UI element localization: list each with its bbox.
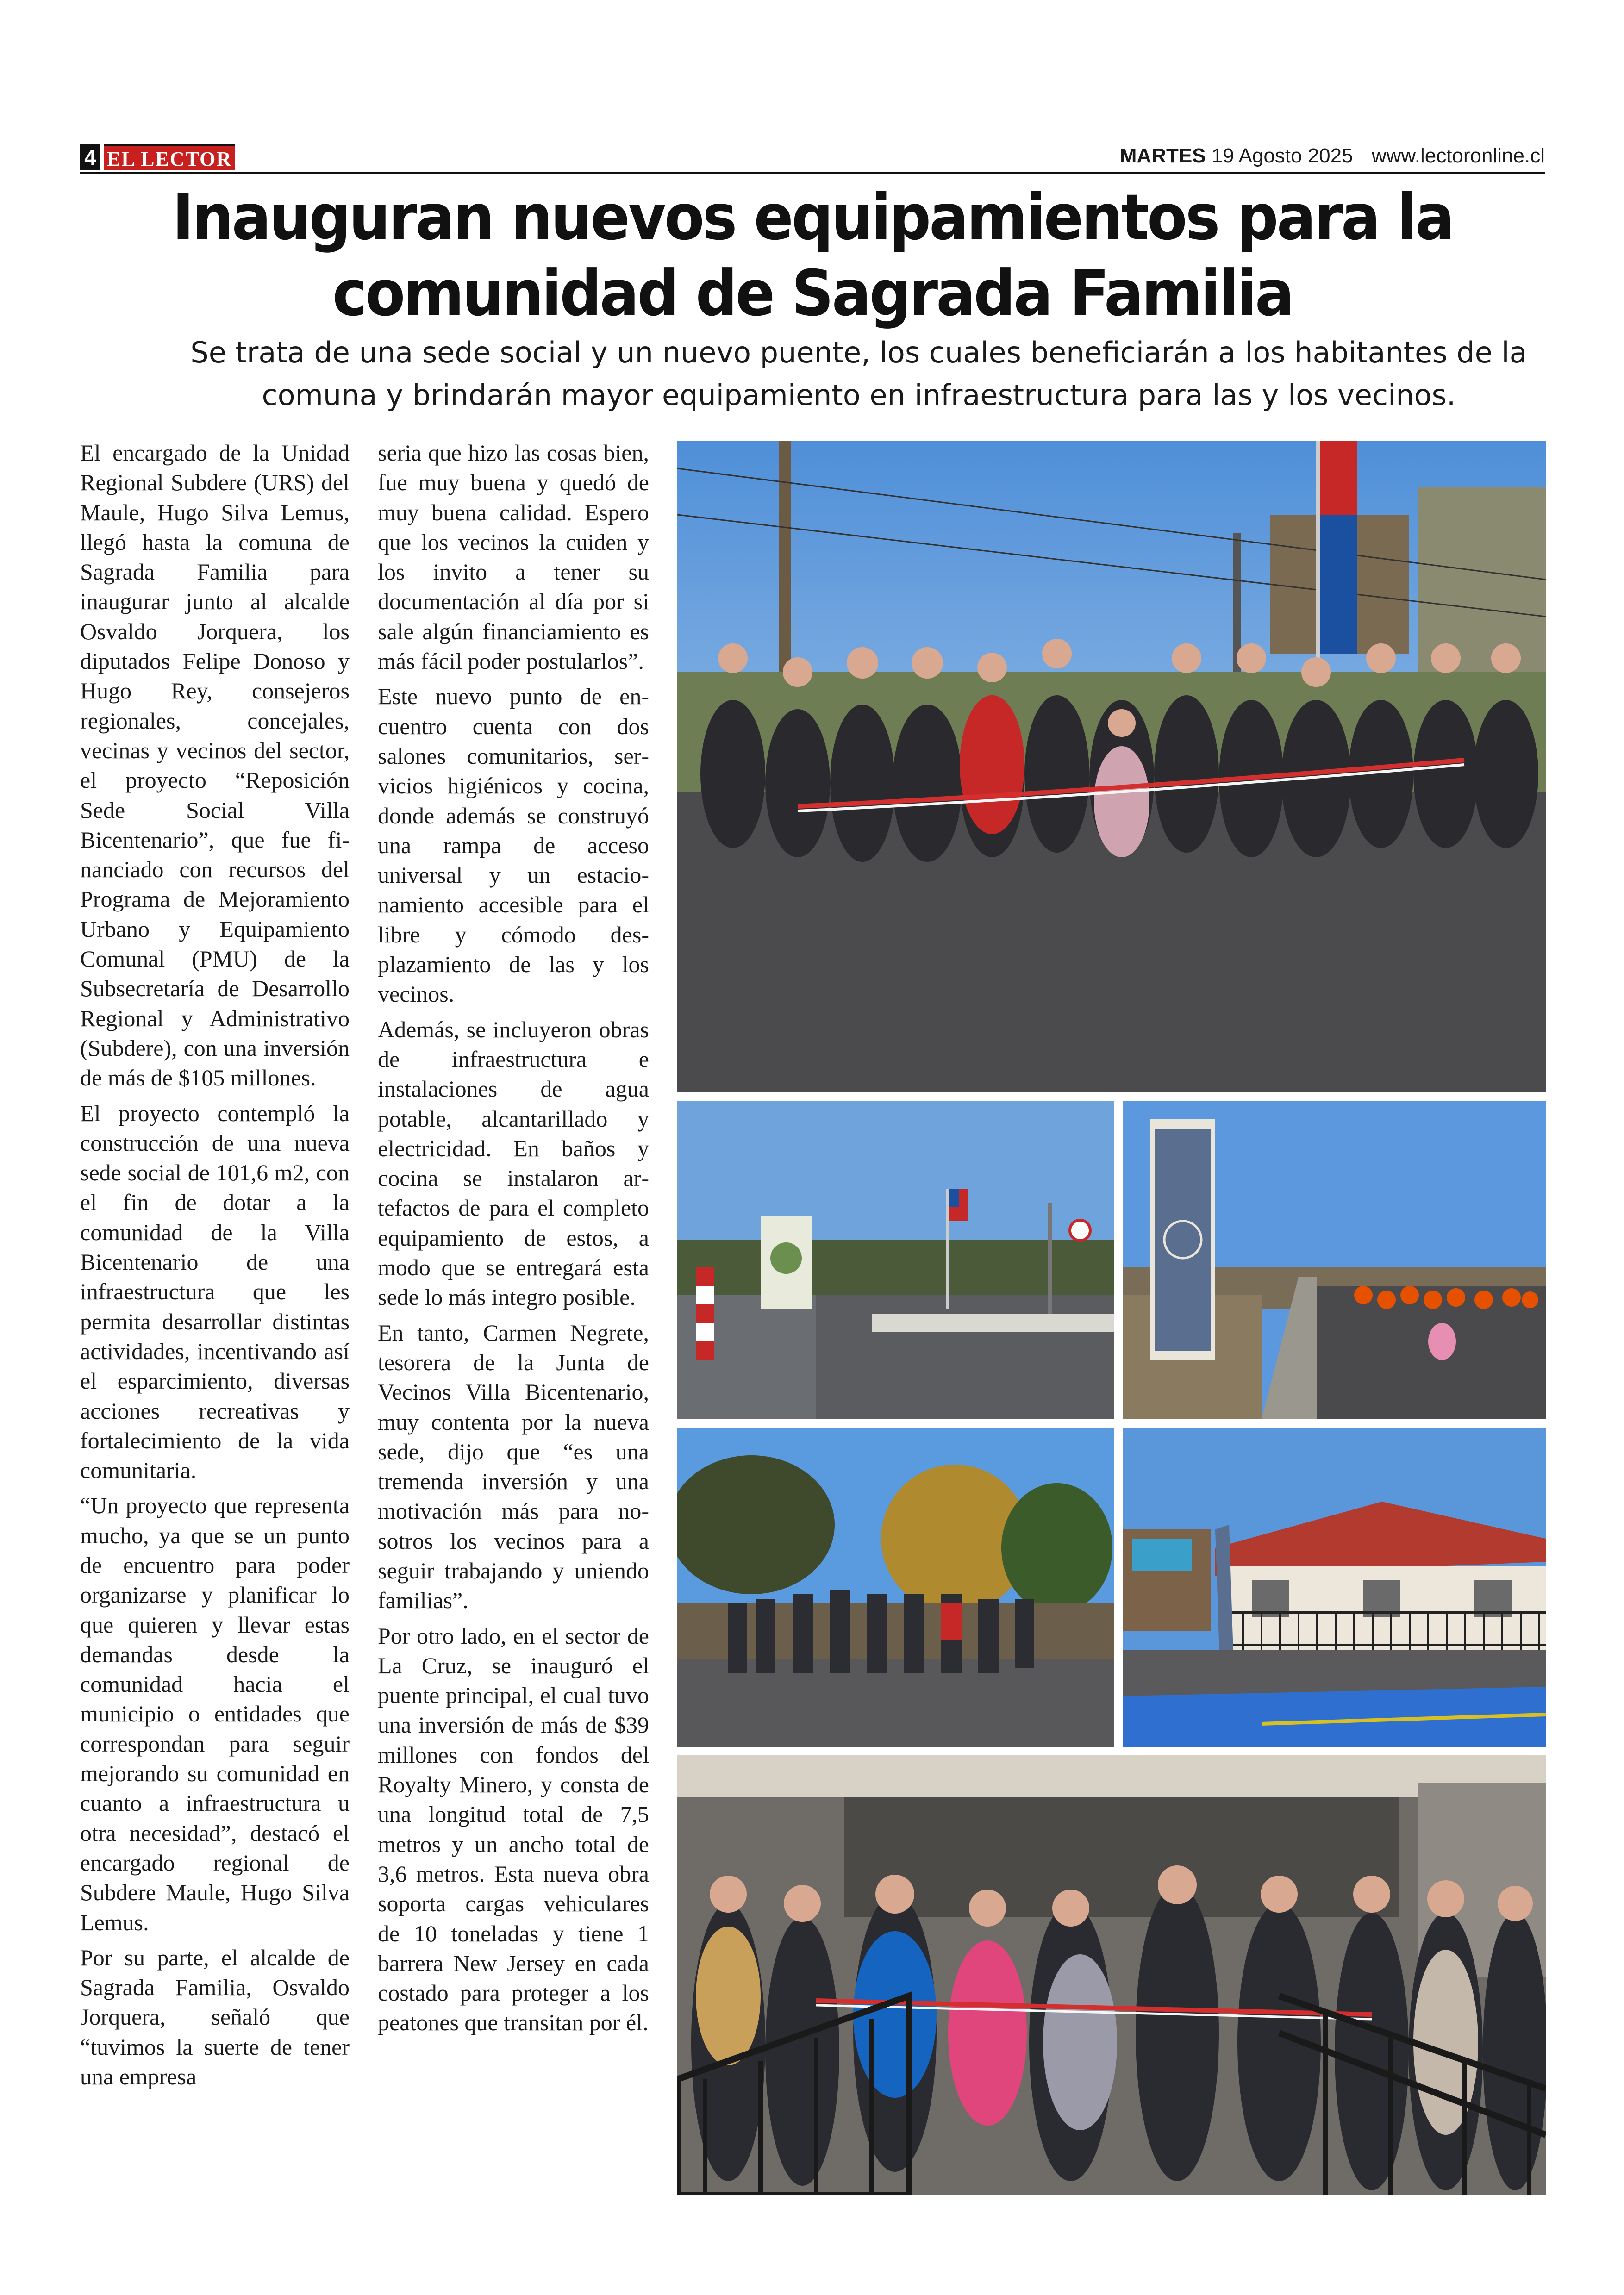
paragraph: Por su parte, el alcalde de Sagrada Familia, Osvaldo Jorquera, señaló que “tuvimos la suerte de tener una empresa bbox=[80, 1944, 350, 2090]
article-subheadline: Se trata de una sede social y un nuevo puente, los cuales beneficiarán a los habitantes de la comuna y brindarán mayor equipamiento en infraestructura para las y los vecinos. bbox=[190, 336, 1527, 412]
photo-new-bridge bbox=[677, 1101, 1114, 1419]
header-rule bbox=[80, 172, 1545, 174]
header-info bbox=[1120, 142, 1545, 170]
photo-ribbon-cutting-entrance bbox=[677, 1755, 1546, 2195]
header-day: MARTES bbox=[1119, 144, 1206, 167]
header-date: 19 Agosto 2025 bbox=[1211, 144, 1353, 167]
paragraph: Además, se incluyeron obras de infraestructura e instalaciones de agua potable, alcantarillado y electricidad. En baños y cocina se instalaron artefactos de para el completo equipamiento de estos, a modo que se entregará esta sede lo más integro posible. bbox=[378, 1016, 649, 1310]
photo-banner-and-children bbox=[1123, 1101, 1546, 1419]
paragraph: Este nuevo punto de encuentro cuenta con dos salones comunitarios, servicios higiénicos y cocina, donde además se construyó una rampa de acceso universal y un estacionamiento accesible para el libre y cómodo desplazamiento de las y los vecinos. bbox=[378, 683, 649, 1007]
article-column-1 bbox=[80, 438, 350, 2097]
paragraph: El encargado de la Unidad Regional Subdere (URS) del Maule, Hugo Silva Lemus, llegó hasta la comuna de Sagrada Familia para inaugurar junto al alcalde Osvaldo Jorquera, los diputados Felipe Donoso y Hugo Rey, consejeros regionales, concejales, vecinas y vecinos del sector, el proyecto “Reposición Sede Social Villa Bicentenario”, que fue financiado con recursos del Programa de Mejoramiento Urbano y Equipamiento Comunal (PMU) de la Subsecretaría de Desarrollo Regional y Administrativo (Subdere), con una inversión de más de $105 millones. bbox=[80, 440, 350, 1091]
photo-community-center bbox=[1123, 1428, 1546, 1747]
paragraph: seria que hizo las cosas bien, fue muy buena y quedó de muy buena calidad. Espero que los vecinos la cuiden y los invito a tener su documentación al día por si sale algún financiamiento es más fácil poder postularlos”. bbox=[378, 440, 649, 674]
paragraph: “Un proyecto que representa mucho, ya que se un punto de encuentro para poder organizarse y planificar lo que quieren y llevar estas demandas desde la comunidad hacia el municipio o entidades que correspondan para seguir mejorando su comunidad en cuanto a infraestructura u otra necesidad”, destacó el encargado regional de Subdere Maule, Hugo Silva Lemus. bbox=[80, 1492, 350, 1935]
article-column-2 bbox=[378, 438, 649, 2043]
photo-ribbon-cutting-road bbox=[677, 441, 1546, 1092]
paragraph: En tanto, Carmen Negrete, tesorera de la Junta de Vecinos Villa Bicentenario, muy contenta por la nueva sede, dijo que “es una tremenda inversión y una motivación más para nosotros los vecinos para a seguir trabajando y uniendo familias”. bbox=[378, 1319, 649, 1614]
page-header bbox=[80, 142, 1545, 172]
publication-logo: EL LECTOR bbox=[104, 144, 235, 170]
paragraph: El proyecto contempló la construcción de una nueva sede social de 101,6 m2, con el fin de dotar a la comunidad de la Villa Bicentenario de una infraestructura que les permita desarrollar distintas actividades, incentivando así el esparcimiento, diversas acciones recreativas y fortalecimiento de la vida comunitaria. bbox=[80, 1100, 350, 1484]
paragraph: Por otro lado, en el sector de La Cruz, se inauguró el puente principal, el cual tuvo una inversión de más de $39 millones con fondos del Royalty Minero, y consta de una longitud total de 7,5 metros y un ancho total de 3,6 metros. Esta nueva obra soporta cargas vehiculares de 10 toneladas y tiene 1 barrera New Jersey en cada costado para proteger a los peatones que transitan por él. bbox=[378, 1622, 649, 2036]
article-headline: Inauguran nuevos equipamientos para la comunidad de Sagrada Familia bbox=[172, 181, 1453, 330]
header-website[interactable]: www.lectoronline.cl bbox=[1371, 144, 1545, 167]
page-number: 4 bbox=[80, 144, 100, 170]
photo-group-roadside bbox=[677, 1428, 1114, 1747]
